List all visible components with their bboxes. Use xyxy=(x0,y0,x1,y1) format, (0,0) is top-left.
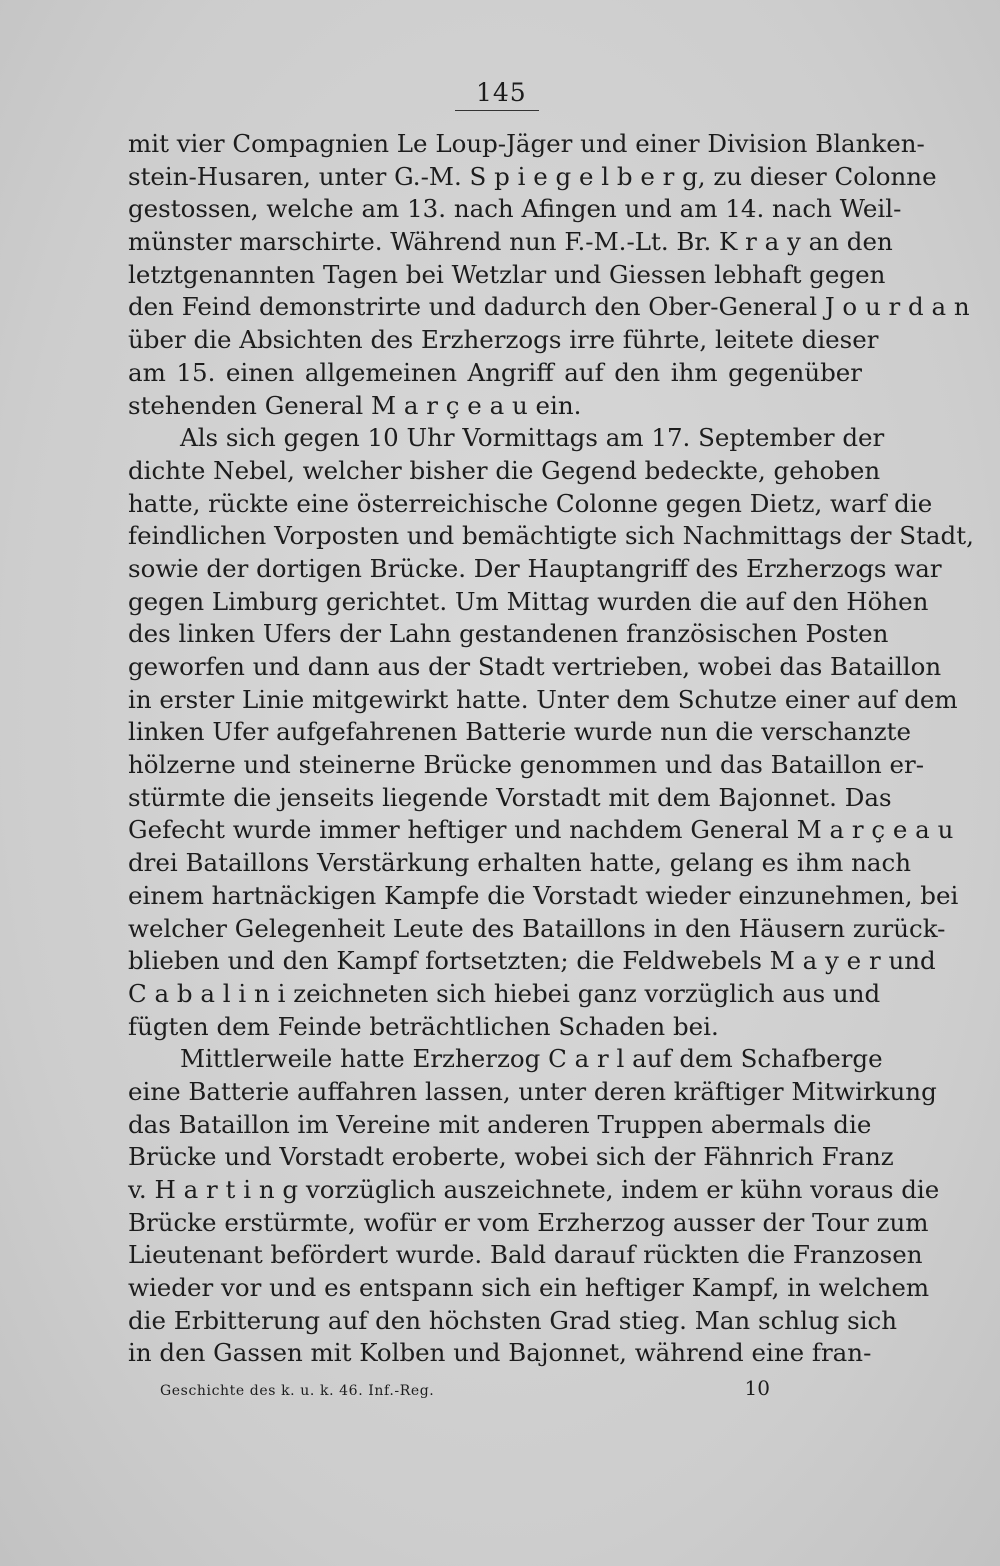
text-line: hölzerne und steinerne Brücke genommen und das Bataillon er- xyxy=(128,750,925,780)
text-line: stürmte die jenseits liegende Vorstadt mit dem Bajonnet. Das xyxy=(128,782,892,812)
text-line: hatte, rückte eine österreichische Colonne gegen Dietz, warf die xyxy=(128,488,933,518)
text-line: v. H a r t i n g vorzüglich auszeichnete, indem er kühn voraus die xyxy=(128,1175,940,1204)
text-line: welcher Gelegenheit Leute des Bataillons in den Häusern zurück- xyxy=(128,913,946,943)
page-footer xyxy=(160,1376,770,1400)
text-line: C a b a l i n i zeichneten sich hiebei ganz vorzüglich aus und xyxy=(128,978,881,1008)
text-line: stehenden General M a r ç e a u ein. xyxy=(128,390,582,420)
text-line: Brücke erstürmte, wofür er vom Erzherzog ausser der Tour zum xyxy=(128,1207,929,1237)
text-line: letztgenannten Tagen bei Wetzlar und Giessen lebhaft gegen xyxy=(128,259,886,289)
text-line: einem hartnäckigen Kampfe die Vorstadt wieder einzunehmen, bei xyxy=(128,880,959,910)
page-number-rule xyxy=(455,110,539,111)
text-line: dichte Nebel, welcher bisher die Gegend bedeckte, gehoben xyxy=(128,455,881,485)
text-line: feindlichen Vorposten und bemächtigte sich Nachmittags der Stadt, xyxy=(128,521,974,551)
text-line: geworfen und dann aus der Stadt vertrieben, wobei das Bataillon xyxy=(128,652,942,681)
page-number: 145 xyxy=(476,78,527,107)
text-line: am 15. einen allgemeinen Angriff auf den ihm gegenüber xyxy=(128,357,862,387)
text-line: den Feind demonstrirte und dadurch den Ober-General J o u r d a n xyxy=(128,292,970,322)
text-line: stein-Husaren, unter G.-M. S p i e g e l b e r g, zu dieser Colonne xyxy=(128,161,937,191)
text-line: in erster Linie mitgewirkt hatte. Unter dem Schutze einer auf dem xyxy=(128,684,958,714)
signature-mark: 10 xyxy=(744,1376,770,1400)
text-line: eine Batterie auffahren lassen, unter deren kräftiger Mitwirkung xyxy=(128,1076,937,1106)
body-text xyxy=(128,128,974,1370)
footer-book-title: Geschichte des k. u. k. 46. Inf.-Reg. xyxy=(160,1383,435,1399)
text-line: Als sich gegen 10 Uhr Vormittags am 17. September der xyxy=(180,423,885,453)
text-line: das Bataillon im Vereine mit anderen Truppen abermals die xyxy=(128,1109,872,1139)
text-line: Mittlerweile hatte Erzherzog C a r l auf dem Schafberge xyxy=(180,1044,883,1074)
text-line: über die Absichten des Erzherzogs irre führte, leitete dieser xyxy=(128,325,879,355)
text-line: Brücke und Vorstadt eroberte, wobei sich der Fähnrich Franz xyxy=(128,1142,894,1172)
text-line: sowie der dortigen Brücke. Der Hauptangriff des Erzherzogs war xyxy=(128,553,942,583)
text-line: die Erbitterung auf den höchsten Grad stieg. Man schlug sich xyxy=(128,1305,898,1335)
text-line: in den Gassen mit Kolben und Bajonnet, während eine fran- xyxy=(128,1338,872,1368)
text-line: wieder vor und es entspann sich ein heftiger Kampf, in welchem xyxy=(128,1273,930,1303)
text-line: Lieutenant befördert wurde. Bald darauf rückten die Franzosen xyxy=(128,1240,923,1270)
text-line: gegen Limburg gerichtet. Um Mittag wurden die auf den Höhen xyxy=(128,586,929,616)
text-line: münster marschirte. Während nun F.-M.-Lt. Br. K r a y an den xyxy=(128,227,893,257)
text-line: fügten dem Feinde beträchtlichen Schaden bei. xyxy=(128,1011,719,1041)
text-line: des linken Ufers der Lahn gestandenen französischen Posten xyxy=(128,619,889,649)
text-line: gestossen, welche am 13. nach Afingen und am 14. nach Weil- xyxy=(128,194,902,224)
text-line: blieben und den Kampf fortsetzten; die Feldwebels M a y e r und xyxy=(128,946,936,976)
text-line: Gefecht wurde immer heftiger und nachdem General M a r ç e a u xyxy=(128,815,954,845)
text-line: mit vier Compagnien Le Loup-Jäger und einer Division Blanken- xyxy=(128,129,925,158)
text-line: linken Ufer aufgefahrenen Batterie wurde nun die verschanzte xyxy=(128,717,911,747)
text-line: drei Bataillons Verstärkung erhalten hatte, gelang es ihm nach xyxy=(128,848,911,878)
